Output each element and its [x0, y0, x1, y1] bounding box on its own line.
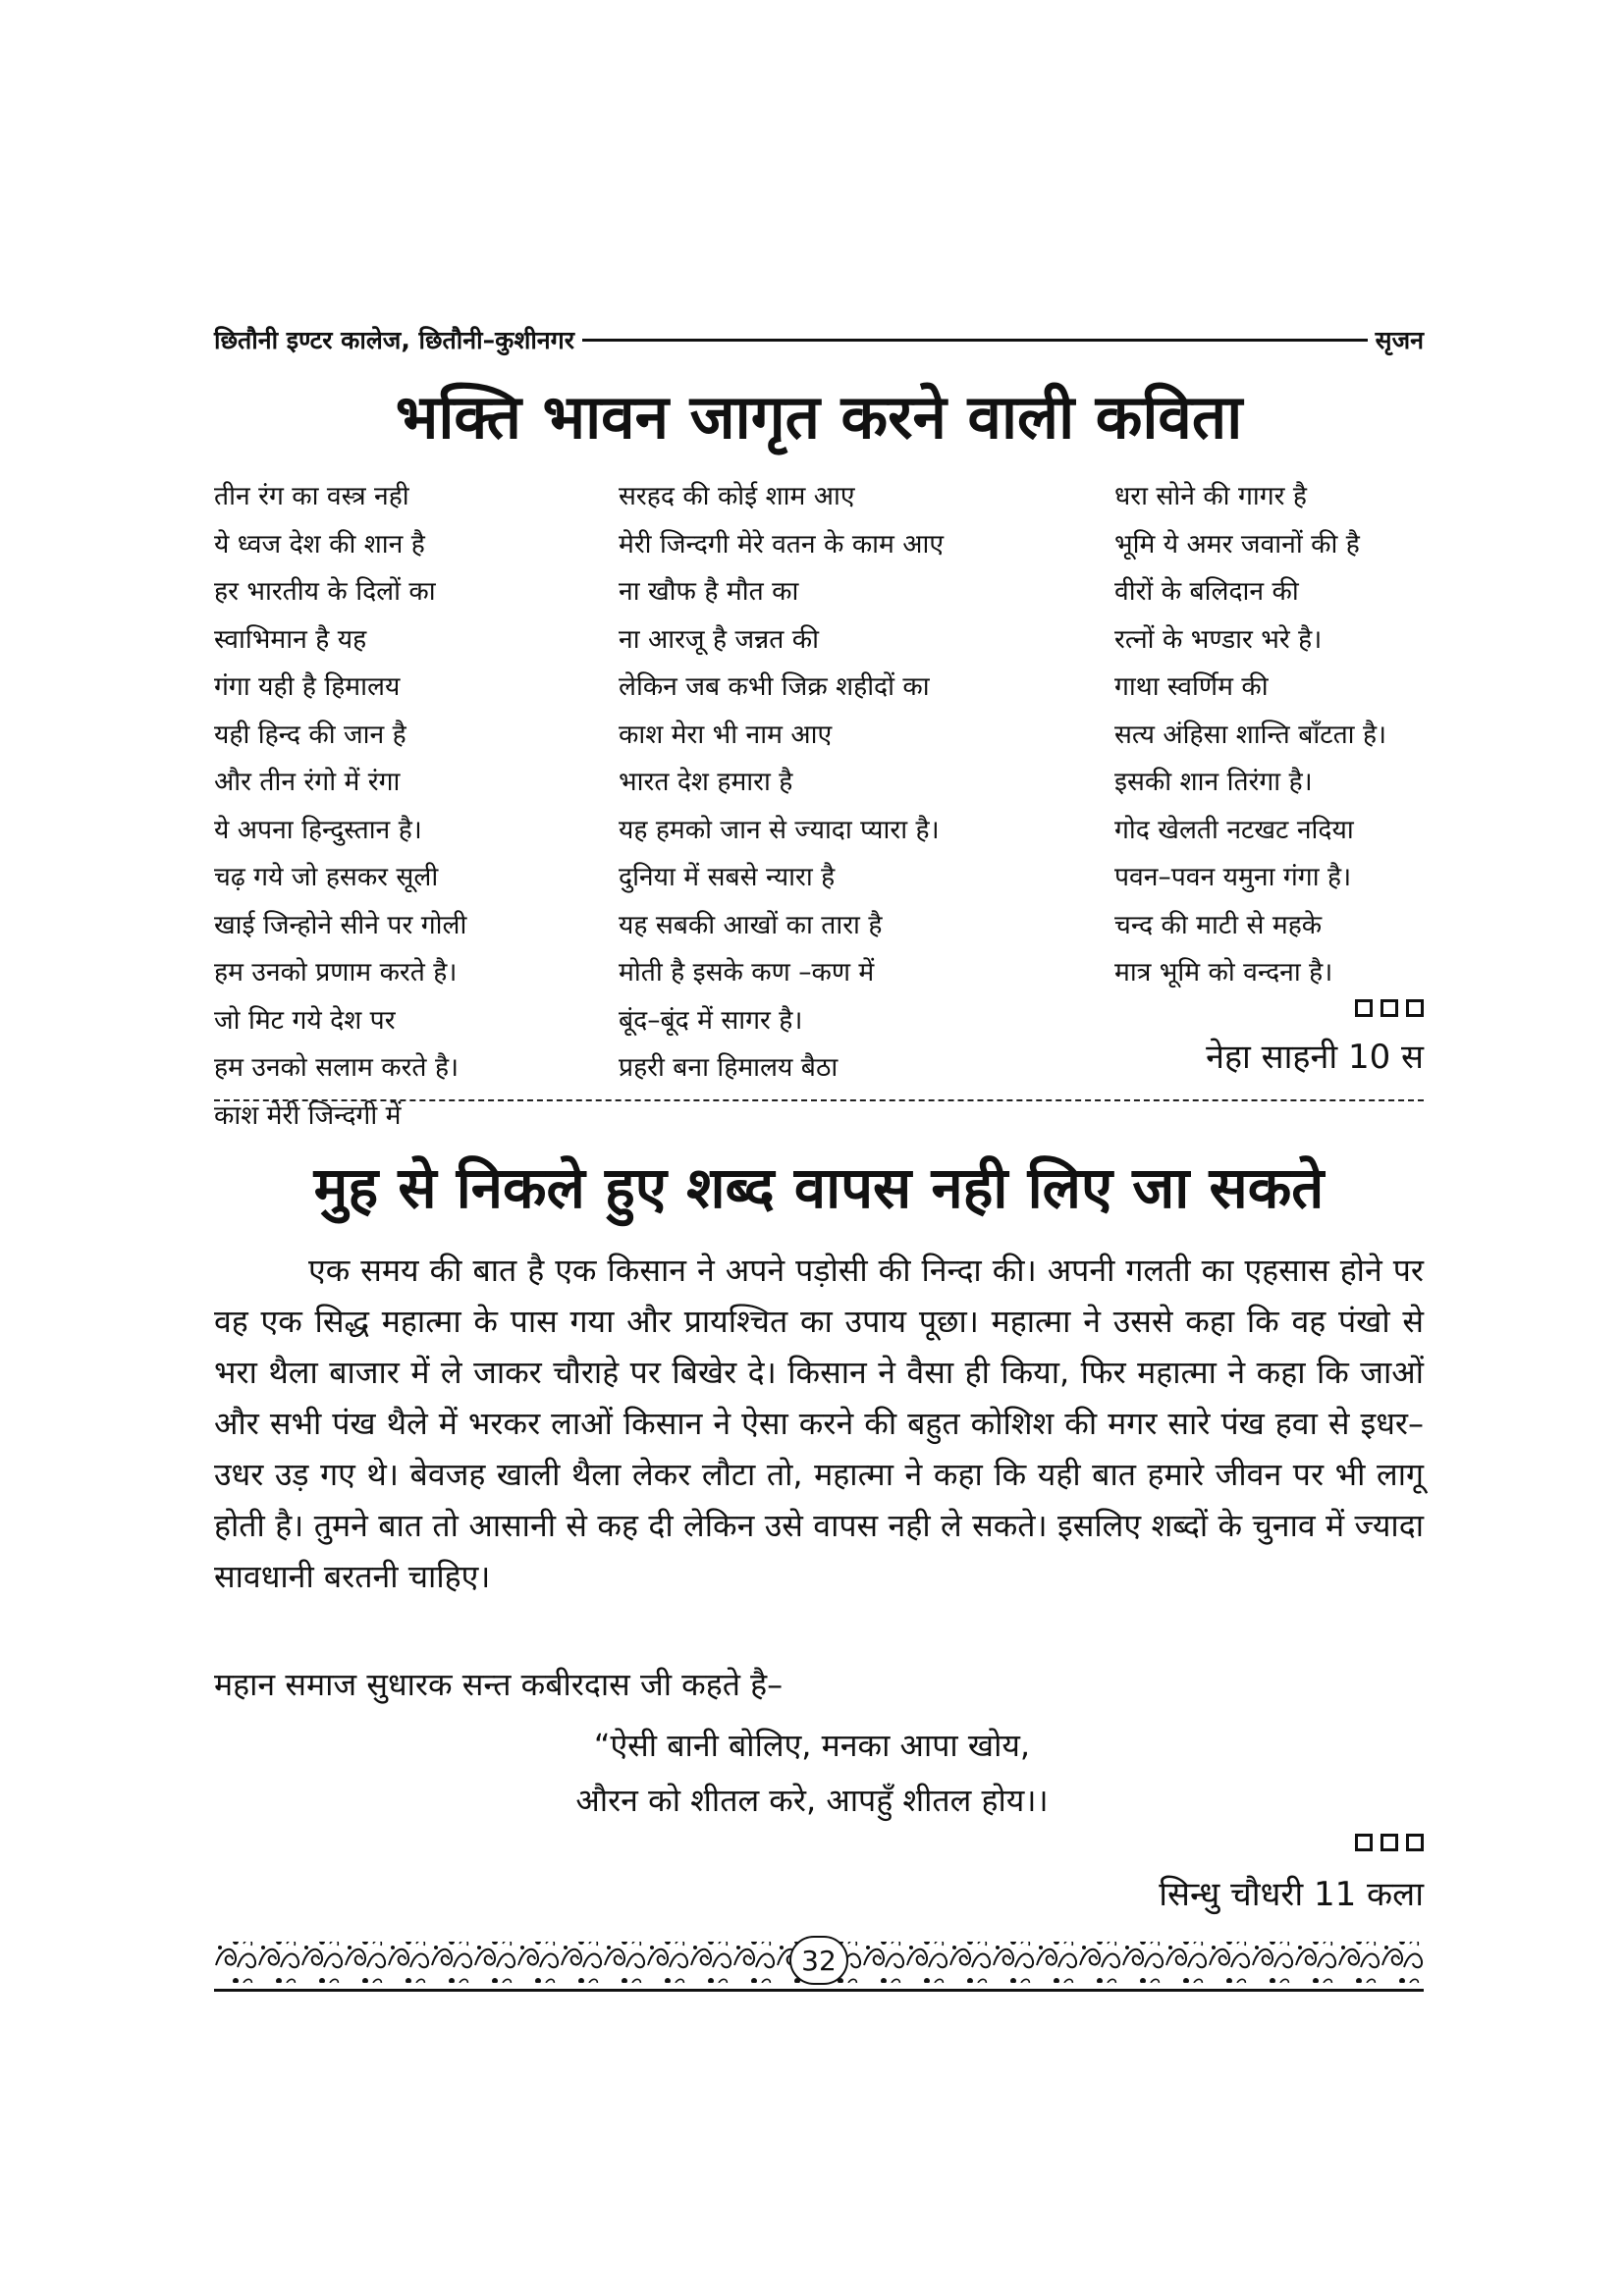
- poem-line: ना खौफ है मौत का: [619, 576, 799, 607]
- poem-line: रत्नों के भण्डार भरे है।: [1114, 623, 1323, 655]
- poem-line: ये ध्वज देश की शान है: [214, 528, 425, 560]
- poem-line: दुनिया में सबसे न्यारा है: [619, 862, 836, 892]
- poem-line: मेरी जिन्दगी मेरे वतन के काम आए: [619, 528, 945, 560]
- poem-line: मात्र भूमि को वन्दना है।: [1114, 957, 1333, 988]
- poem-line: हम उनको सलाम करते है।: [214, 1052, 460, 1083]
- square-icon: [1380, 1834, 1398, 1851]
- poem-line: ना आरजू है जन्नत की: [619, 623, 820, 655]
- poem-line: भारत देश हमारा है: [619, 767, 793, 797]
- poem-line: गंगा यही है हिमालय: [214, 671, 401, 702]
- doha-line-2: औरन को शीतल करे, आपहुँ शीतल होय।।: [575, 1782, 1049, 1819]
- poem-line: सत्य अंहिसा शान्ति बाँटता है।: [1114, 719, 1387, 750]
- poem-line: तीन रंग का वस्त्र नही: [214, 481, 409, 511]
- story-intro-line: महान समाज सुधारक सन्त कबीरदास जी कहते है–: [214, 1666, 784, 1703]
- poem-author: नेहा साहनी 10 स: [1206, 1038, 1424, 1077]
- poem-line: जो मिट गये देश पर: [214, 1004, 396, 1036]
- poem-line: पवन–पवन यमुना गंगा है।: [1114, 862, 1352, 892]
- magazine-name: सृजन: [1375, 326, 1424, 354]
- school-name: छितौनी इण्टर कालेज, छितौनी–कुशीनगर: [214, 326, 574, 354]
- square-icon: [1380, 999, 1398, 1017]
- poem-column-1: [214, 473, 466, 1140]
- story-title: मुह से निकले हुए शब्द वापस नही लिए जा सकते: [313, 1154, 1325, 1221]
- end-marks-poem: [1326, 999, 1424, 1017]
- poem-line: हम उनको प्रणाम करते है।: [214, 957, 458, 988]
- doha-line-1: “ऐसी बानी बोलिए, मनका आपा खोय,: [593, 1727, 1031, 1764]
- poem-line: चढ़ गये जो हसकर सूली: [214, 862, 439, 892]
- end-marks-story: [1326, 1834, 1424, 1851]
- section-divider: [214, 1099, 1424, 1101]
- poem-line: इसकी शान तिरंगा है।: [1114, 767, 1313, 797]
- poem-line: गाथा स्वर्णिम की: [1114, 671, 1269, 702]
- square-icon: [1355, 1834, 1373, 1851]
- page-number: 32: [789, 1936, 848, 1985]
- poem-title: भक्ति भावन जागृत करने वाली कविता: [395, 381, 1243, 453]
- poem-line: भूमि ये अमर जवानों की है: [1114, 528, 1360, 560]
- poem-line: हर भारतीय के दिलों का: [214, 576, 436, 607]
- poem-column-2: [619, 473, 944, 1093]
- square-icon: [1406, 1834, 1424, 1851]
- header-rule: [582, 339, 1368, 342]
- square-icon: [1406, 999, 1424, 1017]
- poem-line: प्रहरी बना हिमालय बैठा: [619, 1052, 839, 1083]
- poem-line: धरा सोने की गागर है: [1114, 481, 1308, 511]
- poem-line: काश मेरा भी नाम आए: [619, 719, 833, 750]
- poem-line: काश मेरी जिन्दगी में: [214, 1099, 402, 1131]
- poem-line: मोती है इसके कण –कण में: [619, 957, 875, 988]
- poem-line: यह हमको जान से ज्यादा प्यारा है।: [619, 814, 940, 845]
- page-header: [214, 324, 1424, 355]
- poem-line: गोद खेलती नटखट नदिया: [1114, 814, 1354, 845]
- poem-line: खाई जिन्होने सीने पर गोली: [214, 909, 467, 940]
- poem-line: यह सबकी आखों का तारा है: [619, 909, 883, 940]
- poem-line: बूंद–बूंद में सागर है।: [619, 1004, 803, 1036]
- poem-line: सरहद की कोई शाम आए: [619, 481, 855, 511]
- poem-line: स्वाभिमान है यह: [214, 623, 367, 655]
- page-footer: [214, 1936, 1424, 1995]
- poem-column-3: [1114, 473, 1386, 997]
- poem-line: वीरों के बलिदान की: [1114, 576, 1299, 607]
- poem-line: और तीन रंगो में रंगा: [214, 767, 401, 797]
- poem-line: चन्द की माटी से महके: [1114, 909, 1323, 940]
- footer-rule: [214, 1989, 1424, 1992]
- poem-line: लेकिन जब कभी जिक्र शहीदों का: [619, 671, 930, 702]
- poem-line: यही हिन्द की जान है: [214, 719, 406, 750]
- square-icon: [1355, 999, 1373, 1017]
- story-author: सिन्धु चौधरी 11 कला: [1159, 1875, 1424, 1914]
- poem-line: ये अपना हिन्दुस्तान है।: [214, 814, 422, 845]
- story-paragraph: एक समय की बात है एक किसान ने अपने पड़ोसी की निन्दा की। अपनी गलती का एहसास होने पर वह एक सिद्ध महात्मा के पास गया और प्रायश्चित का उपाय पूछा। महात्मा ने उससे कहा कि वह पंखो से भरा थैला बाजार में ले जाकर चौराहे पर बिखेर दे। किसान ने वैसा ही किया, फिर महात्मा ने कहा कि जाओं और सभी पंख थैले में भरकर लाओं किसान ने ऐसा करने की बहुत कोशिश की मगर सारे पंख हवा से इधर–उधर उड़ गए थे। बेवजह खाली थैला लेकर लौटा तो, महात्मा ने कहा कि यही बात हमारे जीवन पर भी लागू होती है। तुमने बात तो आसानी से कह दी लेकिन उसे वापस नही ले सकते। इसलिए शब्दों के चुनाव में ज्यादा सावधानी बरतनी चाहिए।: [214, 1252, 1424, 1595]
